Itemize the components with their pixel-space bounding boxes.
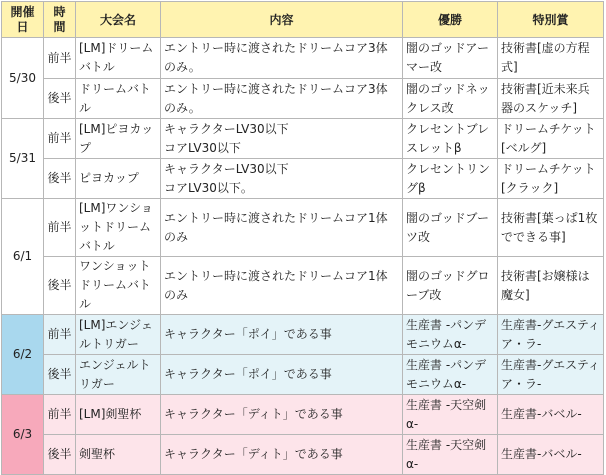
special-cell: 技術書[葉っぱ1枚でできる事] xyxy=(498,199,604,257)
winner-cell: 闇のゴッドネックレス改 xyxy=(403,79,498,119)
table-row xyxy=(2,395,604,435)
header-row xyxy=(2,2,604,38)
header-content: 内容 xyxy=(161,2,403,38)
special-cell: 生産書-グエスティア・ラ- xyxy=(498,315,604,355)
winner-cell: クレセントリングβ xyxy=(403,159,498,199)
header-special: 特別賞 xyxy=(498,2,604,38)
header-time: 時間 xyxy=(44,2,76,38)
special-cell: 技術書[近未来兵器のスケッチ] xyxy=(498,79,604,119)
event-cell: [LM]ドリームバトル xyxy=(76,38,161,79)
winner-cell: 生産書 -パンデモニウムα- xyxy=(403,315,498,355)
date-cell: 6/1 xyxy=(2,199,44,315)
content-cell: エントリー時に渡されたドリームコア3体のみ。 xyxy=(161,38,403,79)
table-row xyxy=(2,355,604,395)
special-cell: 生産書-グエスティア・ラ- xyxy=(498,355,604,395)
content-cell: キャラクター「ポイ」である事 xyxy=(161,315,403,355)
winner-cell: クレセントブレスレットβ xyxy=(403,119,498,159)
table-row xyxy=(2,38,604,79)
special-cell: 技術書[虚の方程式] xyxy=(498,38,604,79)
table-row xyxy=(2,79,604,119)
tournament-schedule-table xyxy=(1,1,604,475)
event-cell: [LM]ワンショットドリームバトル xyxy=(76,199,161,257)
event-cell: [LM]ピヨカップ xyxy=(76,119,161,159)
special-cell: ドリームチケット[ベルグ] xyxy=(498,119,604,159)
half-cell: 前半 xyxy=(44,395,76,435)
half-cell: 前半 xyxy=(44,315,76,355)
table-row xyxy=(2,159,604,199)
table-row xyxy=(2,315,604,355)
event-cell: 剣聖杯 xyxy=(76,435,161,475)
half-cell: 後半 xyxy=(44,355,76,395)
content-cell: キャラクターLV30以下 コアLV30以下。 xyxy=(161,159,403,199)
half-cell: 前半 xyxy=(44,38,76,79)
event-cell: [LM]エンジェルトリガー xyxy=(76,315,161,355)
winner-cell: 生産書 -パンデモニウムα- xyxy=(403,355,498,395)
special-cell: 生産書-バベル- xyxy=(498,395,604,435)
date-cell: 5/31 xyxy=(2,119,44,199)
date-cell: 6/3 xyxy=(2,395,44,475)
table-row xyxy=(2,435,604,475)
special-cell: ドリームチケット[クラック] xyxy=(498,159,604,199)
half-cell: 後半 xyxy=(44,435,76,475)
winner-cell: 生産書 -天空剣α- xyxy=(403,435,498,475)
header-event: 大会名 xyxy=(76,2,161,38)
winner-cell: 闇のゴッドグローブ改 xyxy=(403,257,498,315)
half-cell: 前半 xyxy=(44,119,76,159)
event-cell: ピヨカップ xyxy=(76,159,161,199)
table-row xyxy=(2,257,604,315)
special-cell: 生産書-バベル- xyxy=(498,435,604,475)
content-cell: エントリー時に渡されたドリームコア3体のみ。 xyxy=(161,79,403,119)
date-cell: 6/2 xyxy=(2,315,44,395)
content-cell: キャラクター「ディト」である事 xyxy=(161,435,403,475)
event-cell: [LM]剣聖杯 xyxy=(76,395,161,435)
table-row xyxy=(2,119,604,159)
content-cell: エントリー時に渡されたドリームコア1体のみ xyxy=(161,257,403,315)
half-cell: 後半 xyxy=(44,159,76,199)
event-cell: エンジェルトリガー xyxy=(76,355,161,395)
header-date: 開催日 xyxy=(2,2,44,38)
winner-cell: 闇のゴッドアーマー改 xyxy=(403,38,498,79)
content-cell: エントリー時に渡されたドリームコア1体のみ xyxy=(161,199,403,257)
table-row xyxy=(2,199,604,257)
content-cell: キャラクターLV30以下 コアLV30以下 xyxy=(161,119,403,159)
winner-cell: 闇のゴッドブーツ改 xyxy=(403,199,498,257)
special-cell: 技術書[お嬢様は魔女] xyxy=(498,257,604,315)
header-winner: 優勝 xyxy=(403,2,498,38)
half-cell: 前半 xyxy=(44,199,76,257)
event-cell: ワンショットドリームバトル xyxy=(76,257,161,315)
content-cell: キャラクター「ポイ」である事 xyxy=(161,355,403,395)
event-cell: ドリームバトル xyxy=(76,79,161,119)
winner-cell: 生産書 -天空剣α- xyxy=(403,395,498,435)
half-cell: 後半 xyxy=(44,257,76,315)
half-cell: 後半 xyxy=(44,79,76,119)
content-cell: キャラクター「ディト」である事 xyxy=(161,395,403,435)
date-cell: 5/30 xyxy=(2,38,44,119)
